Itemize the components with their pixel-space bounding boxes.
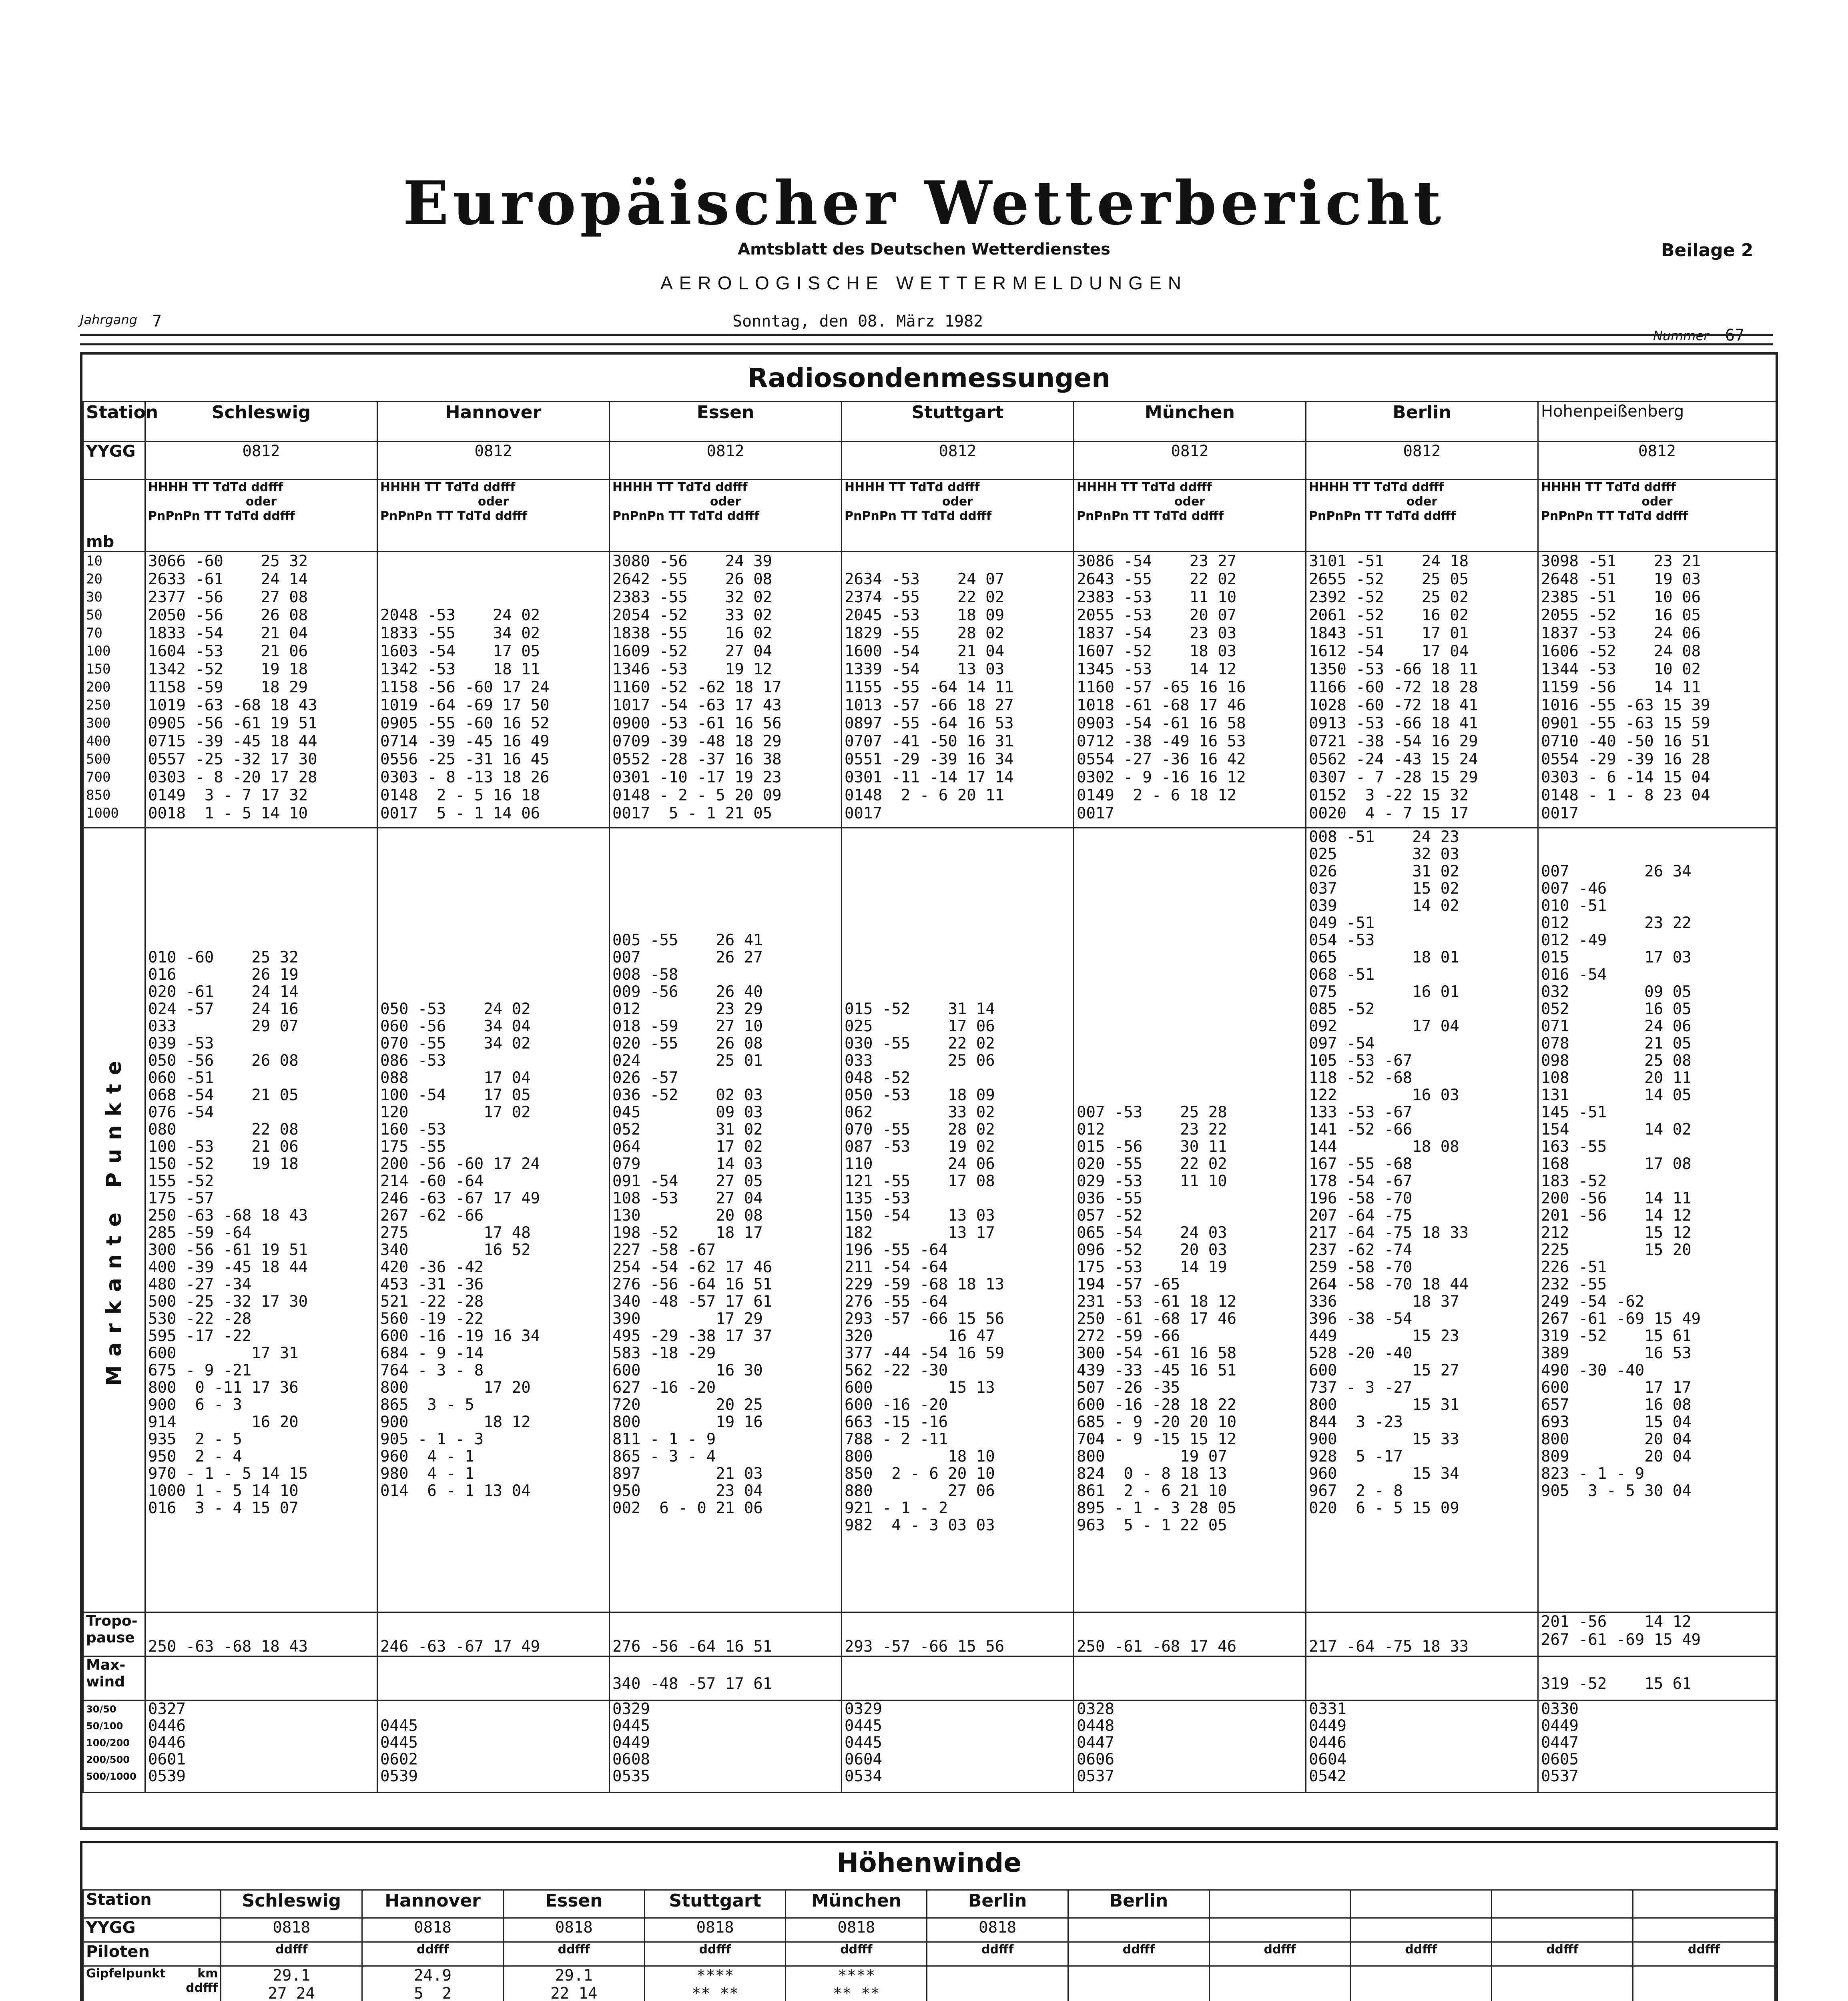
yygg-value: 0812 (610, 442, 842, 480)
layers-hannover: 0445 0445 0602 0539 (377, 1700, 610, 1792)
wind-yygg: 0818 (503, 1918, 644, 1942)
maxwind-schleswig (145, 1656, 377, 1700)
tropo-stuttgart: 293 -57 -66 15 56 (842, 1612, 1074, 1656)
gipfel-km: 29.1 (273, 1967, 311, 1985)
gipfel-cell (1492, 1966, 1633, 2001)
wind-yygg: 0818 (221, 1918, 362, 1942)
col-head-hhhh: HHHH TT TdTd ddfff (612, 480, 748, 494)
std-data-essen: 3080 -56 24 39 2642 -55 26 08 2383 -55 32 02 2054 -52 33 02 1838 -55 16 02 1609 -52 27 04 1346 -53 19 12 1160 -52 -62 18 17 1017 -54 -63 17 43 0900 -53 -61 16 56 0709 -39 -48 18 29 0552 -28 -37 16 38 0301 -10 -17 19 23 0148 - 2 - 5 20 09 0017 5 - 1 21 05 (610, 552, 842, 828)
ddfff-head: ddfff (503, 1942, 644, 1966)
col-head-pn: PnPnPn TT TdTd ddfff (148, 509, 295, 523)
col-head-pn: PnPnPn TT TdTd ddfff (612, 509, 760, 523)
layer-labels: 30/50 50/100 100/200 200/500 500/1000 (83, 1700, 145, 1792)
mark-data-hannover: 050 -53 24 02 060 -56 34 04 070 -55 34 02 086 -53 088 17 04 100 -54 17 05 120 17 02 160 -53 175 -55 200 -56 -60 17 24 214 -60 -64 246 -63 -67 17 49 267 -62 -66 275 17 48 340 16 52 420 -36 -42 453 -31 -36 521 -22 -28 560 -19 -22 600 -16 -19 16 34 684 - 9 -14 764 - 3 - 8 800 17 20 865 3 - 5 900 18 12 905 - 1 - 3 960 4 - 1 980 4 - 1 014 6 - 1 13 04 (377, 828, 610, 1612)
gipfel-dd: 5 2 (414, 1985, 452, 2001)
wind-yygg: 0818 (786, 1918, 927, 1942)
wind-yygg (1633, 1918, 1775, 1942)
gipfel-cell (786, 1966, 927, 2001)
station-berlin: Berlin (1306, 402, 1538, 442)
std-data-schleswig: 3066 -60 25 32 2633 -61 24 14 2377 -56 27 08 2050 -56 26 08 1833 -54 21 04 1604 -53 21 06 1342 -52 19 18 1158 -59 18 29 1019 -63 -68 18 43 0905 -56 -61 19 51 0715 -39 -45 18 44 0557 -25 -32 17 30 0303 - 8 -20 17 28 0149 3 - 7 17 32 0018 1 - 5 14 10 (145, 552, 377, 828)
nummer-value: 67 (1725, 326, 1745, 345)
markante-label-cell (83, 828, 145, 1612)
hoehenwinde-table (82, 1889, 1776, 2001)
maxwind-essen: 340 -48 -57 17 61 (610, 1656, 842, 1700)
wind-yygg (1068, 1918, 1210, 1942)
layers-stuttgart: 0329 0445 0445 0604 0534 (842, 1700, 1074, 1792)
col-head-hhhh: HHHH TT TdTd ddfff (148, 480, 283, 494)
page-title: Europäischer Wetterbericht (403, 168, 1445, 239)
ddfff-head: ddfff (1492, 1942, 1633, 1966)
column-header (1074, 480, 1306, 552)
column-header (1306, 480, 1538, 552)
std-data-stuttgart: 2634 -53 24 07 2374 -55 22 02 2045 -53 18 09 1829 -55 28 02 1600 -54 21 04 1339 -54 13 03 1155 -55 -64 14 11 1013 -57 -66 18 27 0897 -55 -64 16 53 0707 -41 -50 16 31 0551 -29 -39 16 34 0301 -11 -14 17 14 0148 2 - 6 20 11 0017 (842, 552, 1074, 828)
station-muenchen: München (1074, 402, 1306, 442)
hoehenwinde-panel (80, 1841, 1778, 2001)
jahrgang-label: Jahrgang (80, 312, 137, 327)
gipfel-cell (1209, 1966, 1350, 2001)
maxwind-hannover (377, 1656, 610, 1700)
yygg-value: 0812 (377, 442, 610, 480)
mark-data-essen: 005 -55 26 41 007 26 27 008 -58 009 -56 26 40 012 23 29 018 -59 27 10 020 -55 26 08 024 25 01 026 -57 036 -52 02 03 045 09 03 052 31 02 064 17 02 079 14 03 091 -54 27 05 108 -53 27 04 130 20 08 198 -52 18 17 227 -58 -67 254 -54 -62 17 46 276 -56 -64 16 51 340 -48 -57 17 61 390 17 29 495 -29 -38 17 37 583 -18 -29 600 16 30 627 -16 -20 720 20 25 800 19 16 811 - 1 - 9 865 - 3 - 4 897 21 03 950 23 04 002 6 - 0 21 06 (610, 828, 842, 1612)
mark-data-muenchen: 007 -53 25 28 012 23 22 015 -56 30 11 020 -55 22 02 029 -53 11 10 036 -55 057 -52 065 -54 24 03 096 -52 20 03 175 -53 14 19 194 -57 -65 231 -53 -61 18 12 250 -61 -68 17 46 272 -59 -66 300 -54 -61 16 58 439 -33 -45 16 51 507 -26 -35 600 -16 -28 18 22 685 - 9 -20 20 10 704 - 9 -15 15 12 800 19 07 824 0 - 8 18 13 861 2 - 6 21 10 895 - 1 - 3 28 05 963 5 - 1 22 05 (1074, 828, 1306, 1612)
ddfff-head: ddfff (644, 1942, 786, 1966)
tropo-schleswig: 250 -63 -68 18 43 (145, 1612, 377, 1656)
ddfff-head: ddfff (1209, 1942, 1350, 1966)
gipfel-cell (1633, 1966, 1775, 2001)
col-head-pn: PnPnPn TT TdTd ddfff (1077, 509, 1224, 523)
radiosonde-panel (80, 352, 1778, 1830)
gipfel-cell (1350, 1966, 1492, 2001)
col-head-pn: PnPnPn TT TdTd ddfff (380, 509, 528, 523)
ddfff-head: ddfff (1633, 1942, 1775, 1966)
yygg-value: 0812 (145, 442, 377, 480)
subtitle: Amtsblatt des Deutschen Wetterdienstes (738, 240, 1110, 259)
ddfff-head: ddfff (786, 1942, 927, 1966)
wind-station: Berlin (927, 1890, 1068, 1918)
yygg-value: 0812 (1074, 442, 1306, 480)
gipfel-cell (362, 1966, 504, 2001)
wind-station: Schleswig (221, 1890, 362, 1918)
maxwind-label: Max- wind (83, 1656, 145, 1700)
section-title: AEROLOGISCHE WETTERMELDUNGEN (660, 273, 1188, 293)
tropo-essen: 276 -56 -64 16 51 (610, 1612, 842, 1656)
col-oder: oder (245, 495, 277, 509)
col-head-pn: PnPnPn TT TdTd ddfff (1309, 509, 1456, 523)
layers-hohenpeissenberg: 0330 0449 0447 0605 0537 (1538, 1700, 1776, 1792)
gipfel-dd: ** ** (833, 1985, 880, 2001)
markante-punkte-label: Markante Punkte (102, 1052, 126, 1386)
ddfff-label: ddfff (186, 1981, 218, 1995)
header-rule-1 (80, 334, 1773, 336)
mark-data-schleswig: 010 -60 25 32 016 26 19 020 -61 24 14 024 -57 24 16 033 29 07 039 -53 050 -56 26 08 060 -51 068 -54 21 05 076 -54 080 22 08 100 -53 21 06 150 -52 19 18 155 -52 175 -57 250 -63 -68 18 43 285 -59 -64 300 -56 -61 19 51 400 -39 -45 18 44 480 -27 -34 500 -25 -32 17 30 530 -22 -28 595 -17 -22 600 17 31 675 - 9 -21 800 0 -11 17 36 900 6 - 3 914 16 20 935 2 - 5 950 2 - 4 970 - 1 - 5 14 15 1000 1 - 5 14 10 016 3 - 4 15 07 (145, 828, 377, 1612)
mark-data-hohenpeissenberg: 007 26 34 007 -46 010 -51 012 23 22 012 -49 015 17 03 016 -54 032 09 05 052 16 05 071 24 06 078 21 05 098 25 08 108 20 11 131 14 05 145 -51 154 14 02 163 -55 168 17 08 183 -52 200 -56 14 11 201 -56 14 12 212 15 12 225 15 20 226 -51 232 -55 249 -54 -62 267 -61 -69 15 49 319 -52 15 61 389 16 53 490 -30 -40 600 17 17 657 16 08 693 15 04 800 20 04 809 20 04 823 - 1 - 9 905 3 - 5 30 04 (1538, 828, 1776, 1612)
wind-yygg (1350, 1918, 1492, 1942)
col-head-pn: PnPnPn TT TdTd ddfff (845, 509, 992, 523)
column-header (145, 480, 377, 552)
hoehenwinde-title: Höhenwinde (837, 1847, 1021, 1878)
wind-yygg: 0818 (927, 1918, 1068, 1942)
gipfel-dd: 22 14 (550, 1985, 598, 2001)
maxwind-muenchen (1074, 1656, 1306, 1700)
tropo-muenchen: 250 -61 -68 17 46 (1074, 1612, 1306, 1656)
yygg-label: YYGG (83, 442, 145, 480)
jahrgang-value: 7 (152, 312, 162, 331)
gipfel-cell (644, 1966, 786, 2001)
gipfel-cell (1068, 1966, 1210, 2001)
col-head-pn: PnPnPn TT TdTd ddfff (1541, 509, 1688, 523)
ddfff-head: ddfff (1350, 1942, 1492, 1966)
ddfff-head: ddfff (362, 1942, 504, 1966)
wind-station: Hannover (362, 1890, 504, 1918)
station-schleswig: Schleswig (145, 402, 377, 442)
col-oder: oder (942, 495, 973, 509)
col-head-hhhh: HHHH TT TdTd ddfff (1077, 480, 1212, 494)
tropo-hannover: 246 -63 -67 17 49 (377, 1612, 610, 1656)
wind-yygg-label: YYGG (83, 1918, 221, 1942)
std-data-muenchen: 3086 -54 23 27 2643 -55 22 02 2383 -53 11 10 2055 -53 20 07 1837 -54 23 03 1607 -52 18 03 1345 -53 14 12 1160 -57 -65 16 16 1018 -61 -68 17 46 0903 -54 -61 16 58 0712 -38 -49 16 53 0554 -27 -36 16 42 0302 - 9 -16 16 12 0149 2 - 6 18 12 0017 (1074, 552, 1306, 828)
maxwind-berlin (1306, 1656, 1538, 1700)
layers-berlin: 0331 0449 0446 0604 0542 (1306, 1700, 1538, 1792)
column-header (1538, 480, 1776, 552)
station-label: Station (83, 402, 145, 442)
ddfff-head: ddfff (1068, 1942, 1210, 1966)
standard-levels: 10 20 30 50 70 100 150 200 250 300 400 500 700 850 1000 (83, 552, 145, 828)
wind-yygg: 0818 (644, 1918, 786, 1942)
wind-station: München (786, 1890, 927, 1918)
col-head-hhhh: HHHH TT TdTd ddfff (1541, 480, 1676, 494)
radiosonde-table (82, 401, 1777, 1793)
nummer-label: Nummer (1653, 328, 1709, 343)
wind-yygg: 0818 (362, 1918, 504, 1942)
yygg-value: 0812 (842, 442, 1074, 480)
gipfel-cell (927, 1966, 1068, 2001)
mark-data-berlin: 008 -51 24 23 025 32 03 026 31 02 037 15 02 039 14 02 049 -51 054 -53 065 18 01 068 -51 075 16 01 085 -52 092 17 04 097 -54 105 -53 -67 118 -52 -68 122 16 03 133 -53 -67 141 -52 -66 144 18 08 167 -55 -68 178 -54 -67 196 -58 -70 207 -64 -75 217 -64 -75 18 33 237 -62 -74 259 -58 -70 264 -58 -70 18 44 336 18 37 396 -38 -54 449 15 23 528 -20 -40 600 15 27 737 - 3 -27 800 15 31 844 3 -23 900 15 33 928 5 -17 960 15 34 967 2 - 8 020 6 - 5 15 09 (1306, 828, 1538, 1612)
gipfel-dd: 27 24 (268, 1985, 315, 2001)
piloten-label: Piloten (83, 1942, 221, 1966)
col-oder: oder (478, 495, 509, 509)
col-head-hhhh: HHHH TT TdTd ddfff (380, 480, 516, 494)
station-stuttgart: Stuttgart (842, 402, 1074, 442)
wind-station-label: Station (83, 1890, 221, 1918)
gipfel-km: 24.9 (414, 1967, 452, 1985)
col-oder: oder (1641, 495, 1673, 509)
std-data-hannover: 2048 -53 24 02 1833 -55 34 02 1603 -54 17 05 1342 -53 18 11 1158 -56 -60 17 24 1019 -64 -69 17 50 0905 -55 -60 16 52 0714 -39 -45 16 49 0556 -25 -31 16 45 0303 - 8 -13 18 26 0148 2 - 5 16 18 0017 5 - 1 14 06 (377, 552, 610, 828)
maxwind-stuttgart (842, 1656, 1074, 1700)
gipfel-km: **** (837, 1967, 875, 1985)
layers-muenchen: 0328 0448 0447 0606 0537 (1074, 1700, 1306, 1792)
wind-station: Berlin (1068, 1890, 1210, 1918)
col-oder: oder (1406, 495, 1438, 509)
column-header (842, 480, 1074, 552)
km-label: km (197, 1967, 218, 1981)
wind-station: Essen (503, 1890, 644, 1918)
beilage-label: Beilage 2 (1661, 240, 1754, 261)
gipfelpunkt-cell (83, 1966, 221, 2001)
station-hohenpeissenberg: Hohenpeißenberg (1538, 402, 1776, 442)
station-essen: Essen (610, 402, 842, 442)
column-header (377, 480, 610, 552)
layers-essen: 0329 0445 0449 0608 0535 (610, 1700, 842, 1792)
wind-station (1492, 1890, 1633, 1918)
wind-station (1633, 1890, 1775, 1918)
yygg-value: 0812 (1306, 442, 1538, 480)
gipfel-km: 29.1 (555, 1967, 593, 1985)
header-rule-2 (80, 343, 1773, 345)
col-head-hhhh: HHHH TT TdTd ddfff (1309, 480, 1444, 494)
radiosonde-title: Radiosondenmessungen (747, 363, 1111, 393)
layers-schleswig: 0327 0446 0446 0601 0539 (145, 1700, 377, 1792)
gipfel-dd: ** ** (691, 1985, 739, 2001)
wind-station (1350, 1890, 1492, 1918)
yygg-value: 0812 (1538, 442, 1776, 480)
mark-data-stuttgart: 015 -52 31 14 025 17 06 030 -55 22 02 033 25 06 048 -52 050 -53 18 09 062 33 02 070 -55 28 02 087 -53 19 02 110 24 06 121 -55 17 08 135 -53 150 -54 13 03 182 13 17 196 -55 -64 211 -54 -64 229 -59 -68 18 13 276 -55 -64 293 -57 -66 15 56 320 16 47 377 -44 -54 16 59 562 -22 -30 600 15 13 600 -16 -20 663 -15 -16 788 - 2 -11 800 18 10 850 2 - 6 20 10 880 27 06 921 - 1 - 2 982 4 - 3 03 03 (842, 828, 1074, 1612)
col-head-hhhh: HHHH TT TdTd ddfff (845, 480, 980, 494)
ddfff-head: ddfff (221, 1942, 362, 1966)
tropo-berlin: 217 -64 -75 18 33 (1306, 1612, 1538, 1656)
ddfff-head: ddfff (927, 1942, 1068, 1966)
gipfel-km: **** (696, 1967, 734, 1985)
gipfelpunkt-label: Gipfelpunkt (86, 1967, 166, 1981)
gipfel-cell (503, 1966, 644, 2001)
column-header (610, 480, 842, 552)
gipfel-cell (221, 1966, 362, 2001)
col-oder: oder (710, 495, 741, 509)
wind-yygg (1492, 1918, 1633, 1942)
col-oder: oder (1174, 495, 1206, 509)
std-data-hohenpeissenberg: 3098 -51 23 21 2648 -51 19 03 2385 -51 10 06 2055 -52 16 05 1837 -53 24 06 1606 -52 24 08 1344 -53 10 02 1159 -56 14 11 1016 -55 -63 15 39 0901 -55 -63 15 59 0710 -40 -50 16 51 0554 -29 -39 16 28 0303 - 6 -14 15 04 0148 - 1 - 8 23 04 0017 (1538, 552, 1776, 828)
station-hannover: Hannover (377, 402, 610, 442)
tropopause-label: Tropo- pause (83, 1612, 145, 1656)
std-data-berlin: 3101 -51 24 18 2655 -52 25 05 2392 -52 25 02 2061 -52 16 02 1843 -51 17 01 1612 -54 17 04 1350 -53 -66 18 11 1166 -60 -72 18 28 1028 -60 -72 18 41 0913 -53 -66 18 41 0721 -38 -54 16 29 0562 -24 -43 15 24 0307 - 7 -28 15 29 0152 3 -22 15 32 0020 4 - 7 15 17 (1306, 552, 1538, 828)
mb-label: mb (83, 480, 145, 552)
tropo-hohenpeissenberg: 201 -56 14 12 267 -61 -69 15 49 (1538, 1612, 1776, 1656)
wind-station (1209, 1890, 1350, 1918)
wind-yygg (1209, 1918, 1350, 1942)
maxwind-hohenpeissenberg: 319 -52 15 61 (1538, 1656, 1776, 1700)
issue-date: Sonntag, den 08. März 1982 (732, 312, 983, 331)
wind-station: Stuttgart (644, 1890, 786, 1918)
